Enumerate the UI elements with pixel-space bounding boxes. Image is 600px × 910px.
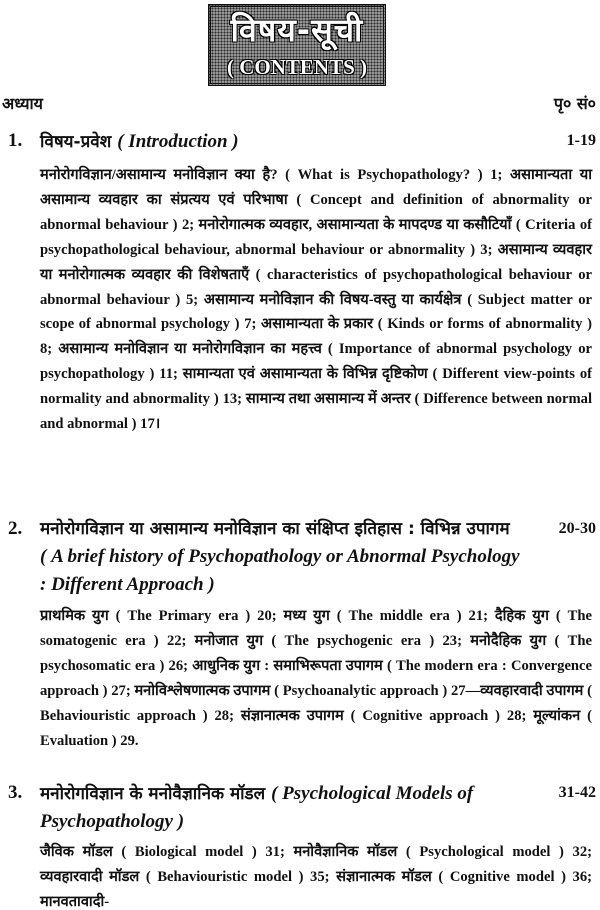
- chapter-title-hindi: मनोरोगविज्ञान या असामान्य मनोविज्ञान का संक्षिप्त इतिहास : विभिन्न उपागम: [40, 519, 510, 539]
- chapter-body: जैविक मॉडल ( Biological model ) 31; मनोवैज्ञानिक मॉडल ( Psychological model ) 32; व्यवहारवादी मॉडल ( Behaviouristic model ) 35; संज्ञानात्मक मॉडल ( Cognitive model ) 36; मानवतावादी-: [40, 844, 592, 910]
- chapter-title-english: ( Introduction ): [117, 131, 239, 152]
- column-header-page: पृ० सं०: [553, 94, 596, 113]
- chapter-title-hindi: मनोरोगविज्ञान के मनोवैज्ञानिक मॉडल: [40, 784, 266, 804]
- title-english: ( CONTENTS ): [226, 55, 368, 79]
- column-header-chapter: अध्याय: [2, 94, 43, 113]
- chapter-pages: 20-30: [558, 520, 596, 537]
- chapter-title-english: ( A brief history of Psychopathology or Abnormal Psychology : Different Approach ): [40, 546, 520, 595]
- title-hindi: विषय-सूची: [230, 11, 364, 49]
- chapter-pages: 31-42: [558, 784, 596, 801]
- chapter-title: [40, 128, 239, 156]
- chapter-body: मनोरोगविज्ञान/असामान्य मनोविज्ञान क्या है? ( What is Psychopathology? ) 1; असामान्यता या असामान्य व्यवहार का संप्रत्यय एवं परिभाषा ( Concept and definition of abnormality or abnormal behaviour ) 2; मनोरोगात्मक व्यवहार, असामान्यता के मापदण्ड या कसौटियाँ ( Criteria of psychopathological behaviour, abnormal behaviour or abnormality ) 3; असामान्य व्यवहार या मनोरोगात्मक व्यवहार की विशेषताएँ ( characteristics of psychopathological behaviour or abnormal behaviour ) 5; असामान्य मनोविज्ञान की विषय-वस्तु या कार्यक्षेत्र ( Subject matter or scope of abnormal psychology ) 7; असामान्यता के प्रकार ( Kinds or forms of abnormality ) 8; असामान्य मनोविज्ञान या मनोरोगविज्ञान का महत्त्व ( Importance of abnormal psychology or psychopathology ) 11; सामान्यता एवं असामान्यता के विभिन्न दृष्टिकोण ( Different view-points of normality and abnormality ) 13; सामान्य तथा असामान्य में अन्तर ( Difference between normal and abnormal ) 17।: [40, 167, 592, 433]
- chapter-title: [40, 516, 520, 599]
- chapter-number: 1.: [8, 130, 23, 151]
- contents-title-box: [208, 4, 386, 86]
- chapter-title-english: ( Psychological Models of Psychopathology ): [40, 783, 474, 832]
- chapter-pages: 1-19: [566, 132, 596, 149]
- chapter-number: 3.: [8, 782, 23, 803]
- chapter-title: [40, 780, 510, 836]
- chapter-title-hindi: विषय-प्रवेश: [40, 132, 112, 152]
- chapter-number: 2.: [8, 518, 23, 539]
- chapter-body: प्राथमिक युग ( The Primary era ) 20; मध्य युग ( The middle era ) 21; दैहिक युग ( The somatogenic era ) 22; मनोजात युग ( The psychogenic era ) 23; मनोदैहिक युग ( The psychosomatic era ) 26; आधुनिक युग : समाभिरूपता उपागम ( The modern era : Convergence approach ) 27; मनोविश्लेषणात्मक उपागम ( Psychoanalytic approach ) 27—व्यवहारवादी उपागम ( Behaviouristic approach ) 28; संज्ञानात्मक उपागम ( Cognitive approach ) 28; मूल्यांकन ( Evaluation ) 29.: [40, 608, 592, 749]
